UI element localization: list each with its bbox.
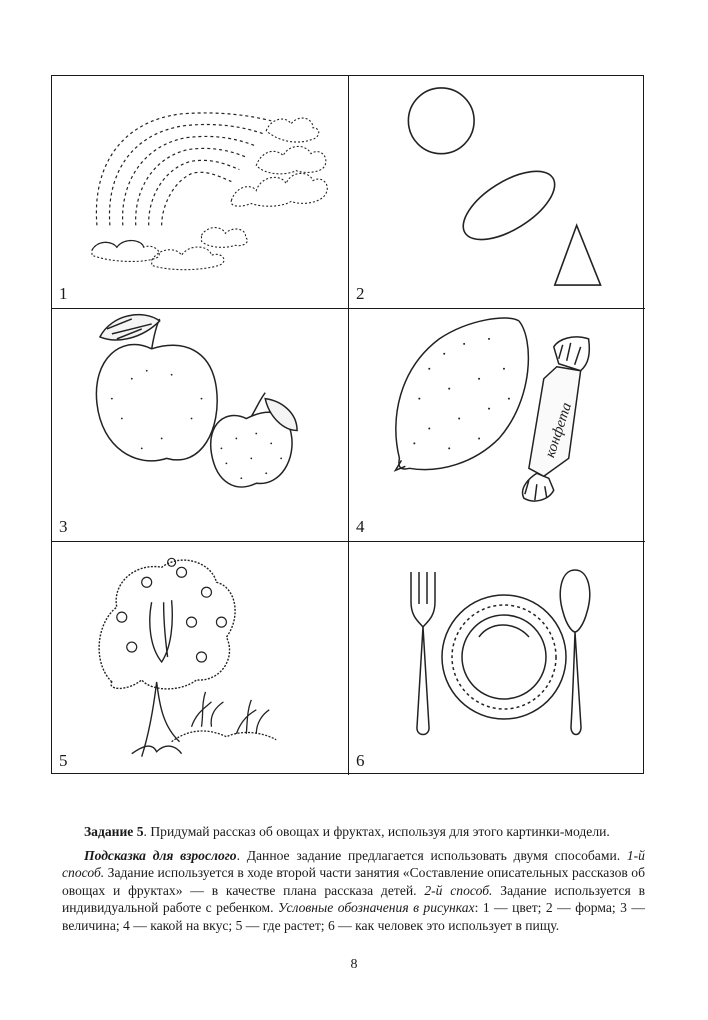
picture-grid [51, 75, 644, 774]
task-text-block [62, 823, 645, 941]
cell-number: 2 [356, 284, 365, 303]
picture-cell-6 [349, 542, 645, 775]
apples-icon [52, 309, 348, 541]
apple-tree-icon [52, 542, 348, 775]
picture-cell-1 [52, 76, 349, 309]
hint-text: . Данное задание предлагается использовать двумя способами. [236, 847, 627, 863]
legend-text: : 1 — цвет; 2 — форма; 3 — величина; 4 — какой на вкус; 5 — где растет; 6 — как человек это использует в пищу. [62, 900, 645, 933]
picture-cell-5 [52, 542, 349, 775]
picture-cell-3 [52, 309, 349, 542]
picture-cell-4 [349, 309, 645, 542]
way2-text: Задание используется в индивидуальной работе с ребенком. [62, 882, 645, 916]
hint-label: Подсказка для взрослого [84, 847, 237, 863]
hint-paragraph [62, 847, 645, 935]
cell-number: 5 [59, 751, 68, 770]
picture-cell-2 [349, 76, 645, 309]
legend-label: Условные обозначения в рисунках [277, 900, 475, 916]
cell-number: 4 [356, 517, 365, 536]
tableware-icon [349, 542, 645, 775]
task-text: . Придумай рассказ об овощах и фруктах, используя для этого картинки-модели. [143, 824, 610, 839]
way1-text: Задание используется в ходе второй части занятия «Составление описательных рассказов об овощах и фруктах» — в качестве плана рассказа детей. [62, 865, 645, 898]
cell-number: 6 [356, 751, 365, 770]
page-number: 8 [350, 957, 358, 972]
way1-label: 1-й способ. [62, 847, 645, 881]
shapes-icon [349, 76, 645, 308]
cell-number: 1 [59, 284, 68, 303]
way2-label: 2-й способ. [424, 882, 493, 898]
task-label: Задание 5 [84, 824, 144, 839]
task-paragraph [62, 823, 645, 841]
cell-number: 3 [59, 517, 68, 536]
sky-rainbow-icon [52, 76, 348, 308]
lemon-candy-icon [349, 309, 645, 541]
candy-label: конфета [542, 400, 576, 460]
